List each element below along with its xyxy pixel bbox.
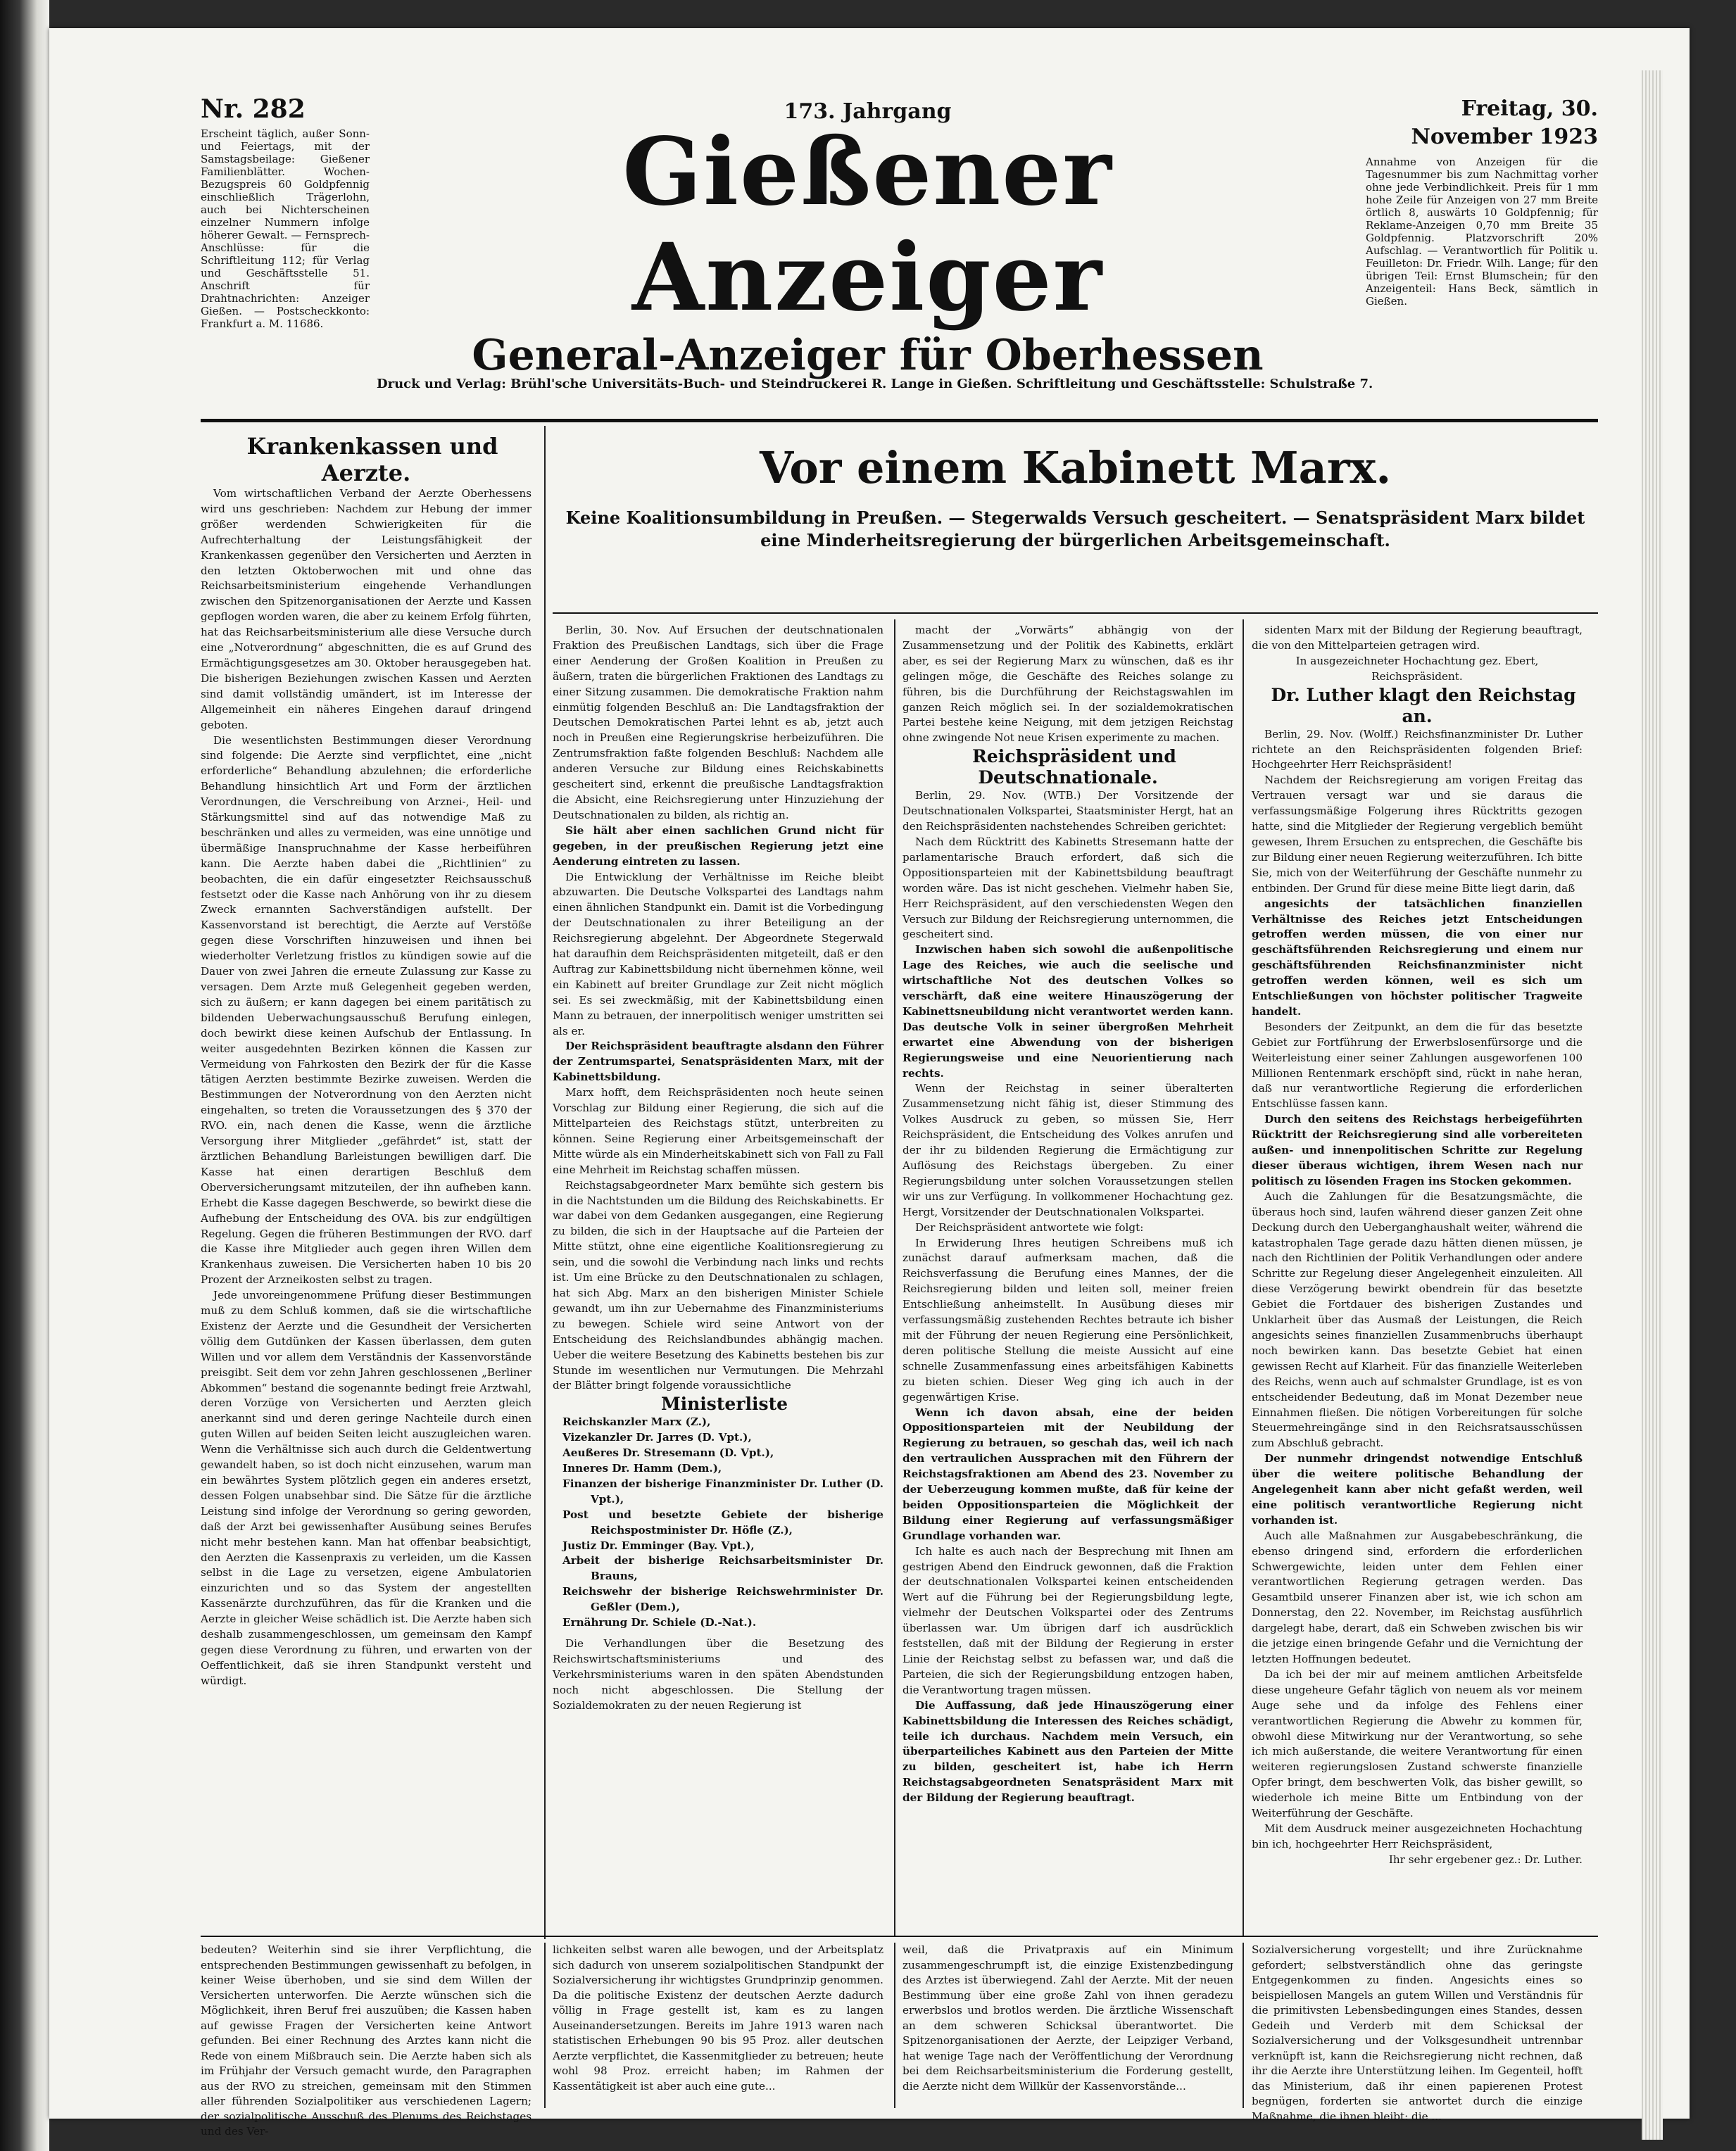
article-paragraph: Reichstagsabgeordneter Marx bemühte sich gestern bis in die Nachtstunden um die Bildung des Reichskabinetts. Er war dabei von dem Gedanken ausgegangen, eine Regierung zu bilden, die sich in der Hauptsache auf die Parteien der Mitte stützt, ohne eine eigentliche Koalitionsregierung zu sein, und die sowohl die Verbindung nach links und rechts ist. Um eine Brücke zu den Deutschnationalen zu schlagen, hat sich Abg. Marx an den bisherigen Minister Schiele gewandt, um ihn zur Uebernahme des Finanzministeriums zu bewegen. Schiele wird seine Antwort von der Entscheidung des Reichslandbundes abhängig machen. Ueber die weitere Besetzung des Kabinetts bestehen bis zur Stunde im wesentlichen nur Vermutungen. Die Mehrzahl der Blätter bringt folgende voraussichtliche — [553, 1178, 883, 1392]
article-paragraph: In Erwiderung Ihres heutigen Schreibens muß ich zunächst darauf aufmerksam machen, daß die Reichsverfassung die Berufung eines Mannes, der die Reichsregierung bilden und leiten soll, meiner freien Entschließung anheimstellt. In Ausübung dieses mir verfassungsmäßig zustehenden Rechtes betraute ich bisher mit der Führung der neuen Regierung eine Persönlichkeit, deren politische Stellung die meiste Aussicht auf eine schnelle Zusammenfassung eines arbeitsfähigen Kabinetts zu bieten schien. Dieser Weg ging ich auch in der gegenwärtigen Krise. — [902, 1236, 1233, 1403]
signature-line: In ausgezeichneter Hochachtung gez. Ebert, Reichspräsident. — [1295, 654, 1539, 683]
minister-item: Reichswehr der bisherige Reichswehrminister Dr. Geßler (Dem.), — [562, 1585, 883, 1614]
article-paragraph: Ich halte es auch nach der Besprechung mit Ihnen am gestrigen Abend den Eindruck gewonnen, daß die Fraktion der deutschnationalen Volkspartei keinen entscheidenden Wert auf die Führung bei der Regierungsbildung legte, vielmehr der Deutschen Volkspartei oder des Zentrums überlassen war. Um übrigen darf ich ausdrücklich feststellen, daß mit der Bildung der Regierung in erster Linie der Reichstag selbst zu befassen war, und daß die Parteien, die sich der Regierungsbildung entzogen haben, die Verantwortung tragen müssen. — [902, 1544, 1233, 1696]
footer-rule-3 — [1243, 1943, 1244, 2108]
article-paragraph: Berlin, 30. Nov. Auf Ersuchen der deutschnationalen Fraktion des Preußischen Landtags, sich über die Frage einer Aenderung der Großen Koalition in Preußen zu äußern, traten die bürgerlichen Fraktionen des Landtags zu einer Sitzung zusammen. Die demokratische Fraktion nahm einmütig folgenden Beschluß an: Die Landtagsfraktion der Deutschen Demokratischen Partei lehnt es ab, jetzt auch noch in Preußen eine Regierungskrise herbeizuführen. Die Zentrumsfraktion faßte folgenden Beschluß: Nachdem alle anderen Versuche zur Bildung eines Reichskabinetts gescheitert sind, erkennt die preußische Landtagsfraktion die Absicht, eine Reichsregierung unter Hinzuziehung der Deutschnationalen zu bilden, als richtig an. — [553, 624, 883, 821]
article-paragraph-bold: angesichts der tatsächlichen finanziellen Verhältnisse des Reiches jetzt Entscheidungen getroffen werden müssen, die von einer nur geschäftsführenden Reichsregierung und einem nur geschäftsführenden Reichsfinanzminister nicht getroffen werden können, weil es sich um Entschließungen von höchster politischer Tragweite handelt. — [1252, 897, 1583, 1018]
column-rule-3 — [1243, 619, 1244, 1936]
column-rule-2 — [894, 619, 895, 1936]
newspaper-page — [49, 28, 1690, 2138]
issue-number: Nr. 282 — [201, 94, 306, 124]
article-paragraph: Auch die Zahlungen für die Besatzungsmächte, die überaus hoch sind, laufen während dieser ganzen Zeit ohne Deckung durch den Ueberganghaushalt weiter, während die katastrophalen Tage gerade dazu hätten dienen müssen, je nach den Richtlinien der Politik Verhandlungen oder andere Schritte zur Regelung dieser Angelegenheit einzuleiten. All diese Verzögerung bewirkt obendrein für das besetzte Gebiet die Fortdauer des bisherigen Zustandes und Unklarheit über das Ausmaß der Leistungen, die Reich angesichts seines finanziellen Zusammenbruchs überhaupt noch bewirken kann. Das besetzte Gebiet hat einen gewissen Recht auf Klarheit. Für das finanzielle Weiterleben des Reichs, wenn auch auf schmalster Grundlage, ist es von entscheidender Bedeutung, daß im Monat Dezember neue Einnahmen fließen. Die nötigen Vorbereitungen für solche Steuermehreingänge sind in den Reichsratsausschüssen zum Abschluß gebracht. — [1252, 1190, 1583, 1450]
book-binding — [0, 0, 49, 2151]
section-heading: Reichspräsident und Deutschnationale. — [972, 746, 1176, 788]
article-paragraph-bold: Sie hält aber einen sachlichen Grund nicht für gegeben, in der preußischen Regierung jetzt eine Aenderung eintreten zu lassen. — [553, 824, 883, 868]
main-column-1 — [553, 623, 883, 1936]
footer-rule-2 — [894, 1943, 895, 2108]
minister-list — [553, 1415, 883, 1631]
masthead-right-box — [1366, 95, 1598, 308]
advertising-info: Annahme von Anzeigen für die Tagesnummer bis zum Nachmittag vorher ohne jede Verbindlichkeit. Preis für 1 mm hohe Zeile für Anzeigen von 27 mm Breite örtlich 8, auswärts 10 Goldpfennig; für Reklame-Anzeigen 0,70 mm Breite 35 Goldpfennig. Platzvorschrift 20% Aufschlag. — Verantwortlich für Politik u. Feuilleton: Dr. Friedr. Wilh. Lange; für den übrigen Teil: Ernst Blumschein; für den Anzeigenteil: Hans Beck, sämtlich in Gießen. — [1366, 156, 1598, 308]
article-paragraph: Die Entwicklung der Verhältnisse im Reiche bleibt abzuwarten. Die Deutsche Volkspartei des Landtags nahm einen ähnlichen Standpunkt ein. Damit ist die Vorbedingung der Deutschnationalen zu ihrer Beteiligung an der Reichsregierung abgelehnt. Der Abgeordnete Stegerwald hat daraufhin dem Reichspräsidenten mitgeteilt, daß er den Auftrag zur Kabinettsbildung nicht übernehmen könne, weil ein Kabinett auf breiter Grundlage zur Zeit nicht möglich sei. Es sei zweckmäßig, mit der Kabinettsbildung einen Mann zu betrauen, der innerpolitisch weniger umstritten sei als er. — [553, 870, 883, 1037]
article-paragraph: sidenten Marx mit der Bildung der Regierung beauftragt, die von den Mittelparteien getragen wird. — [1252, 624, 1583, 652]
masthead-rule — [201, 419, 1598, 422]
article-paragraph: Mit dem Ausdruck meiner ausgezeichneten Hochachtung bin ich, hochgeehrter Herr Reichspräsident, — [1252, 1822, 1583, 1850]
newspaper-subtitle: General-Anzeiger für Oberhessen — [472, 331, 1264, 380]
article-paragraph: Auch alle Maßnahmen zur Ausgabebeschränkung, die ebenso dringend sind, erfordern die erforderlichen Schwergewichte, leiden unter dem Fehlen einer verantwortlichen Regierung getragen werden. Das Gesamtbild unserer Finanzen aber ist, wie ich schon am Donnerstag, den 22. November, im Reichstag ausführlich dargelegt habe, derart, daß ein Schweben zwischen bis wir die jetzige einen bringende Gefahr und die Vernichtung der letzten Hoffnungen bedeutet. — [1252, 1529, 1583, 1665]
masthead-center — [377, 95, 1359, 381]
volume-year: 173. Jahrgang — [784, 99, 952, 124]
footer-rule — [201, 1936, 1598, 1937]
column-rule-1 — [544, 426, 546, 1939]
main-deck: Keine Koalitionsumbildung in Preußen. — Stegerwalds Versuch gescheitert. — Senatspräsident Marx bildet eine Minderheitsregierung der bürgerlichen Arbeitsgemeinschaft. — [565, 507, 1585, 550]
article-paragraph: Da ich bei der mir auf meinem amtlichen Arbeitsfelde diese ungeheure Gefahr täglich von neuem als vor meinem Auge sehe und da infolge des Fehlens einer verantwortlichen Regierung die Abwehr zu kommen für, obwohl diese Mitwirkung nur der Verantwortung, so sehe ich mich außerstande, die weitere Verantwortung für einen weiteren regierungslosen Zustand schwerste finanzielle Opfer bringt, dem beschwerten Volk, das bisher gewillt, so wiederhole ich meine Bitte um Entbindung von der Weiterführung der Geschäfte. — [1252, 1667, 1583, 1820]
minister-item: Post und besetzte Gebiete der bisherige Reichspostminister Dr. Höfle (Z.), — [562, 1508, 883, 1537]
page-edge-stack — [1642, 70, 1663, 2140]
article-paragraph: Berlin, 29. Nov. (WTB.) Der Vorsitzende der Deutschnationalen Volkspartei, Staatsminister Hergt, hat an den Reichspräsidenten nachstehendes Schreiben gerichtet: — [902, 789, 1233, 833]
minister-item: Justiz Dr. Emminger (Bay. Vpt.), — [562, 1539, 755, 1552]
footer-column-1: bedeuten? Weiterhin sind sie ihrer Verpflichtung, die entsprechenden Bestimmungen gewissenhaft zu befolgen, in keiner Weise überhoben, und sie sind dem Willen der Versicherten unterworfen. Die Aerzte wünschen sich die Möglichkeit, ihren Beruf frei auszuüben; die Kassen haben auf gewisse Fragen der Versicherten keine Antwort gefunden. Bei einer Rechnung des Arztes kann nicht die Rede von einem Mißbrauch sein. Die Aerzte haben sich als im Frühjahr der Versuch gemacht wurde, den Paragraphen aus der RVO zu streichen, gemeinsam mit den Stimmen aller führenden Sozialpolitiker aus verschiedenen Lagern; der sozialpolitische Ausschuß des Plenums des Reichstages und des Ver- — [201, 1943, 532, 2138]
article-paragraph: Die Verhandlungen über die Besetzung des Reichswirtschaftsministeriums und des Verkehrsministeriums waren in den späten Abendstunden noch nicht abgeschlossen. Die Stellung der Sozialdemokraten zu der neuen Regierung ist — [553, 1637, 883, 1712]
article-paragraph-bold: Inzwischen haben sich sowohl die außenpolitische Lage des Reiches, wie auch die seelische und wirtschaftliche Not des deutschen Volkes so verschärft, daß eine weitere Hinauszögerung der Kabinettsneubildung nicht verantwortet werden kann. Das deutsche Volk in seiner übergroßen Mehrheit erwartet eine Abwendung von der bisherigen Regierungsweise und eine Neuorientierung nach rechts. — [902, 943, 1233, 1080]
minister-item: Ernährung Dr. Schiele (D.-Nat.). — [562, 1616, 757, 1629]
article-paragraph-bold: Der Reichspräsident beauftragte alsdann den Führer der Zentrumspartei, Senatspräsidenten Marx, mit der Kabinettsbildung. — [553, 1040, 883, 1084]
left-article-paragraph: Vom wirtschaftlichen Verband der Aerzte Oberhessens wird uns geschrieben: Nachdem zur Hebung der immer größer werdenden Schwierigkeiten für die Aufrechterhaltung der Leistungsfähigkeit der Krankenkassen gegenüber den Versicherten und Aerzten in den letzten Oktoberwochen mit und ohne das Reichsarbeitsministerium eingehende Verhandlungen zwischen den Spitzenorganisationen der Aerzte und Kassen gepflogen worden waren, die aber zu keinem Erfolg führten, hat das Reichsarbeitsministerium alle diese Versuche durch eine „Notverordnung“ abgeschnitten, die es auf Grund des Ermächtigungsgesetzes am 30. Oktober herausgegeben hat. Die bisherigen Beziehungen zwischen Kassen und Aerzten sind damit vollständig umändert, ist im Interesse der Allgemeinheit ein näheres Eingehen darauf dringend geboten. — [201, 487, 532, 731]
newspaper-title: Gießener Anzeiger — [622, 118, 1113, 332]
left-column — [201, 433, 532, 1929]
section-heading: Dr. Luther klagt den Reichstag an. — [1271, 684, 1576, 726]
article-paragraph: Marx hofft, dem Reichspräsidenten noch heute seinen Vorschlag zur Bildung einer Regierung, die sich auf die Mittelparteien des Reichstags stützt, unterbreiten zu können. Seine Regierung einer Arbeitsgemeinschaft der Mitte würde als ein Minderheitskabinett sich von Fall zu Fall eine Mehrheit im Reichstag schaffen müssen. — [553, 1086, 883, 1176]
footer-column-2: lichkeiten selbst waren alle bewogen, und der Arbeitsplatz sich dadurch von unserem sozialpolitischen Standpunkt der Sozialversicherung ihr wichtigstes Grundprinzip genommen. Da die politische Existenz der deutschen Aerzte dadurch völlig in Frage gestellt ist, kam es zu langen Auseinandersetzungen. Bereits im Jahre 1913 waren nach statistischen Erhebungen 90 bis 95 Proz. aller deutschen Aerzte verpflichtet, die Kassenmitglieder zu betreuen; heute wohl 98 Proz. erreicht haben; im Rahmen der Kassentätigkeit ist aber auch eine gute... — [553, 1943, 883, 2093]
minister-item: Finanzen der bisherige Finanzminister Dr. Luther (D. Vpt.), — [562, 1477, 883, 1506]
footer-column-4: Sozialversicherung vorgestellt; und ihre Zurücknahme gefordert; selbstverständlich ohne das geringste Entgegenkommen zu finden. Angesichts eines so beispiellosen Mangels an gutem Willen und Verständnis für die primitivsten Lebensbedingungen eines Standes, dessen Gedeih und Verderb mit dem Schicksal der Sozialversicherung und der Volksgesundheit untrennbar verknüpft ist, kann die Reichsregierung nicht rechnen, daß ihr die Aerzte ihre Unterstützung leihen. Im Gegenteil, hofft das Ministerium, daß ihr einen papierenen Protest begnügen, forderten sie antwortet durch die einzige Maßnahme, die ihnen bleibt: die ... — [1252, 1943, 1583, 2123]
signature-line: Ihr sehr ergebener gez.: Dr. Luther. — [1388, 1853, 1583, 1866]
minister-item: Aeußeres Dr. Stresemann (D. Vpt.), — [562, 1446, 774, 1460]
article-paragraph: Besonders der Zeitpunkt, an dem die für das besetzte Gebiet zur Fortführung der Erwerbslosenfürsorge und die Weiterleistung einer seiner Zahlungen ausgeworfenen 100 Millionen Rentenmark erschöpft sind, rückt in nahe heran, daß nur verantwortliche Regierung die erforderlichen Entschlüsse fassen kann. — [1252, 1020, 1583, 1111]
imprint-line: Druck und Verlag: Brühl'sche Universitäts-Buch- und Steindruckerei R. Lange in Gießen. Schriftleitung und Geschäftsstelle: Schulstraße 7. — [377, 377, 1373, 391]
article-paragraph: macht der „Vorwärts“ abhängig von der Zusammensetzung und der Politik des Kabinetts, erklärt aber, es sei der Regierung Marx zu wünschen, daß es ihr gelingen möge, die Geschäfte des Reiches solange zu führen, bis die Durchführung der Reichstagswahlen im ganzen Reich möglich sei. In der sozialdemokratischen Partei bestehe keine Neigung, mit dem jetzigen Reichstag ohne zwingende Not neue Krisen experimente zu machen. — [902, 624, 1233, 745]
article-paragraph: Der Reichspräsident antwortete wie folgt: — [915, 1220, 1144, 1234]
article-paragraph-bold: Die Auffassung, daß jede Hinauszögerung einer Kabinettsbildung die Interessen des Reiches schädigt, teile ich durchaus. Nachdem mein Versuch, ein überparteiliches Kabinett aus den Parteien der Mitte zu bilden, gescheitert ist, habe ich Herrn Reichstagsabgeordneten Senatspräsident Marx mit der Bildung der Regierung beauftragt. — [902, 1698, 1233, 1805]
article-paragraph: Nachdem der Reichsregierung am vorigen Freitag das Vertrauen versagt war und sie daraus die verfassungsmäßige Folgerung ihres Rücktritts gezogen hatte, sind die Mitglieder der Regierung vergeblich bemüht gewesen, Ihrem Ersuchen zu entsprechen, die Geschäfte bis zur Bildung einer neuen Regierung weiterzuführen. Ich bitte Sie, mich von der Weiterführung der Geschäfte nunmehr zu entbinden. Der Grund für diese meine Bitte liegt darin, daß — [1252, 774, 1583, 895]
headline-rule — [553, 612, 1598, 614]
left-article-paragraph: Die wesentlichsten Bestimmungen dieser Verordnung sind folgende: Die Aerzte sind verpflichtet, eine „nicht erforderliche“ Behandlung abzulehnen; die erforderliche Behandlung hinsichtlich Art und Form der ärztlichen Verordnungen, die Verschreibung von Arznei-, Heil- und Stärkungsmittel sind auf das notwendige Maß zu beschränken und alles zu vermeiden, was eine unnötige und übermäßige Inanspruchnahme der Kasse herbeiführen kann. Die Aerzte haben dabei die „Richtlinien“ zu beobachten, die ein dafür eingesetzter Reichsausschuß festsetzt oder die Kasse nach Anhörung von ihr zu diesem Zweck ernannten Sachverständigen aufstellt. Der Kassenvorstand ist berechtigt, die Aerzte auf Verstöße gegen diese Vorschriften hinzuweisen und ihnen bei wiederholter Verletzung fristlos zu kündigen sowie auf die Dauer von zwei Jahren die erneute Zulassung zur Kasse zu versagen. Dem Arzte muß Gelegenheit gegeben werden, sich zu äußern; er kann dagegen bei einem paritätisch zu bildenden Ueberwachungsausschuß Berufung einlegen, doch bewirkt diese keinen Aufschub der Entlassung. In weiter ausgedehnten Bezirken können die Kassen zur Vermeidung von Fahrkosten den Bezirk der für die Kasse tätigen Aerzten bestimmte Bezirke zuweisen. Werden die Bestimmungen der Notverordnung von den Aerzten nicht eingehalten, so treten die Voraussetzungen des § 370 der RVO. ein, nach denen die Kasse, wenn die ärztliche Versorgung ihrer Mitglieder „gefährdet“ ist, statt der ärztlichen Behandlung Barleistungen bewilligen darf. Die Kasse hat einen derartigen Beschluß dem Oberversicherungsamt mitzuteilen, der ihn aufheben kann. Erhebt die Kasse dagegen Beschwerde, so bewirkt diese die Aufhebung der Entscheidung des OVA. bis zur endgültigen Regelung. Gegen die früheren Bestimmungen der RVO. darf die Kasse ihre Mitglieder auch gegen ihren Willen dem Krankenhaus zuweisen. Die Versicherten haben 10 bis 20 Prozent der Arzneikosten selbst zu tragen. — [201, 733, 532, 1287]
left-article-headline: Krankenkassen und Aerzte. — [246, 433, 498, 486]
article-paragraph-bold: Der nunmehr dringendst notwendige Entschluß über die weitere politische Behandlung der Angelegenheit kann aber nicht gefaßt werden, weil eine politisch verantwortliche Regierung nicht vorhanden ist. — [1252, 1452, 1583, 1527]
minister-item: Reichskanzler Marx (Z.), — [562, 1415, 711, 1429]
main-headline: Vor einem Kabinett Marx. — [759, 442, 1392, 493]
left-article-paragraph: Jede unvoreingenommene Prüfung dieser Bestimmungen muß zu dem Schluß kommen, daß sie die wirtschaftliche Existenz der Aerzte und die Gesundheit der Versicherten völlig dem Gutdünken der Kassen überlassen, dem guten Willen und vor allem dem Verständnis der Kassenvorstände preisgibt. Seit dem vor zehn Jahren geschlossenen „Berliner Abkommen“ bestand die sogenannte bedingt freie Arztwahl, deren Vorzüge von Versicherten und Aerzten gleich anerkannt sind und deren geringe Nachteile durch einen guten Willen auf beiden Seiten leicht auszugleichen waren. Wenn die Verhältnisse sich auch durch die Geldentwertung gewandelt haben, so ist doch nicht einzusehen, warum man ein bewährtes System plötzlich gegen ein anderes ersetzt, dessen Folgen unabsehbar sind. Die Sätze für die ärztliche Leistung sind infolge der Verordnung so gering geworden, daß der Arzt bei gewissenhafter Ausübung seines Berufes nicht mehr bestehen kann. Man hat offenbar beabsichtigt, den Aerzten die Kassenpraxis zu verleiden, um die Kassen selbst in die Lage zu versetzen, eigene Ambulatorien einzurichten und so das System der angestellten Kassenärzte durchzuführen, das für die Kranken und die Aerzte in gleicher Weise schädlich ist. Die Aerzte haben sich deshalb zusammengeschlossen, um gemeinsam den Kampf gegen diese Verordnung zu führen, und erwarten von der Oeffentlichkeit, daß sie ihren Standpunkt versteht und würdigt. — [201, 1289, 532, 1687]
article-paragraph: Wenn der Reichstag in seiner überalterten Zusammensetzung nicht fähig ist, dieser Stimmung des Volkes Ausdruck zu geben, so müssen Sie, Herr Reichspräsident, die Entscheidung des Volkes anrufen und der ihr zu bildenden Regierung die Ermächtigung zur Auflösung des Reichstags übergeben. Zu einer Regierungsbildung unter solchen Voraussetzungen stellen wir uns zur Verfügung. In vollkommener Hochachtung gez. Hergt, Vorsitzender der Deutschnationalen Volkspartei. — [902, 1082, 1233, 1218]
article-paragraph: Nach dem Rücktritt des Kabinetts Stresemann hatte der parlamentarische Brauch erfordert, daß sich die Oppositionsparteien mit der Kabinettsbildung beauftragt worden wäre. Das ist nicht geschehen. Vielmehr haben Sie, Herr Reichspräsident, auf den verschiedensten Wegen den Versuch zur Bildung der Reichsregierung unternommen, die gescheitert sind. — [902, 835, 1233, 941]
main-column-3 — [1252, 623, 1583, 1936]
minister-item: Arbeit der bisherige Reichsarbeitsminister Dr. Brauns, — [562, 1554, 883, 1583]
article-paragraph-bold: Wenn ich davon absah, eine der beiden Oppositionsparteien mit der Neubildung der Regierung zu betrauen, so geschah das, weil ich nach den vertraulichen Aussprachen mit den Führern der Reichstagsfraktionen am Abend des 23. November zu der Ueberzeugung kommen mußte, daß für keine der beiden Oppositionsparteien die Möglichkeit der Bildung einer Regierung auf verfassungsmäßiger Grundlage vorhanden war. — [902, 1406, 1233, 1542]
minister-item: Inneres Dr. Hamm (Dem.), — [562, 1462, 722, 1475]
subscription-info: Erscheint täglich, außer Sonn- und Feiertags, mit der Samstagsbeilage: Gießener Familienblätter. Wochen-Bezugspreis 60 Goldpfennig einschließlich Trägerlohn, auch bei Nichterscheinen einzelner Nummern infolge höherer Gewalt. — Fernsprech-Anschlüsse: für die Schriftleitung 112; für Verlag und Geschäftsstelle 51. Anschrift für Drahtnachrichten: Anzeiger Gießen. — Postscheckkonto: Frankfurt a. M. 11686. — [201, 127, 370, 330]
article-paragraph-bold: Durch den seitens des Reichstags herbeigeführten Rücktritt der Reichsregierung sind alle vorbereiteten außen- und innenpolitischen Schritte zur Regelung dieser überaus wichtigen, ihrem Wesen nach nur politisch zu lösenden Fragen ins Stocken gekommen. — [1252, 1113, 1583, 1187]
minister-item: Vizekanzler Dr. Jarres (D. Vpt.), — [562, 1431, 752, 1444]
masthead-left-box — [201, 95, 370, 330]
footer-rule-1 — [544, 1943, 546, 2108]
article-paragraph: Berlin, 29. Nov. (Wolff.) Reichsfinanzminister Dr. Luther richtete an den Reichspräsidenten folgenden Brief: Hochgeehrter Herr Reichspräsident! — [1252, 727, 1583, 771]
footer-column-3: weil, daß die Privatpraxis auf ein Minimum zusammengeschrumpft ist, die einzige Existenzbedingung des Arztes ist überwiegend. Zahl der Aerzte. Mit der neuen Bestimmung über eine große Zahl von ihnen geradezu erwerbslos und brotlos werden. Die ärztliche Wissenschaft an dem schweren Schicksal überantwortet. Die Spitzenorganisationen der Aerzte, der Leipziger Verband, hat wenige Tage nach der Veröffentlichung der Verordnung bei dem Reichsarbeitsministerium die Forderung gestellt, die Aerzte nicht dem Willkür der Kassenvorstände... — [902, 1943, 1233, 2093]
main-column-2 — [902, 623, 1233, 1936]
ministerliste-heading: Ministerliste — [660, 1394, 788, 1415]
newspaper-sheet — [201, 94, 1598, 2138]
issue-date: Freitag, 30. November 1923 — [1411, 96, 1598, 149]
